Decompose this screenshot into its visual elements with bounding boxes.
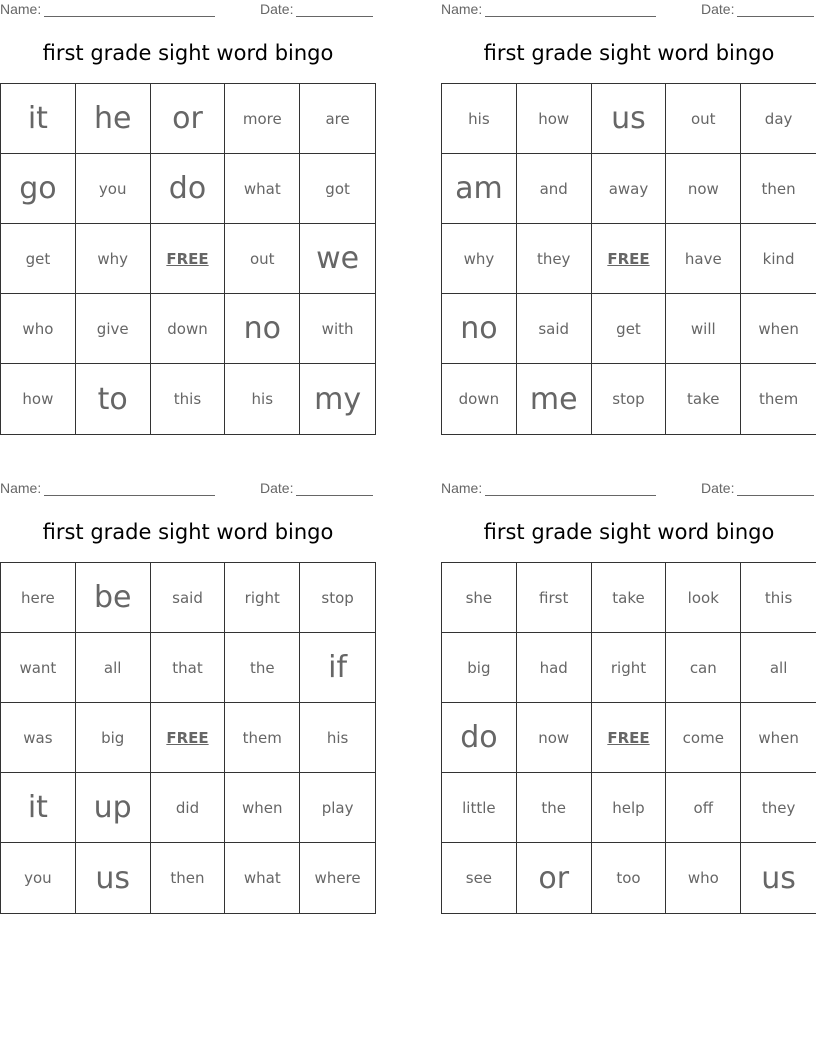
date-label: Date: — [260, 1, 294, 17]
free-space-cell: FREE — [592, 224, 667, 294]
bingo-card-4 — [441, 479, 816, 914]
date-field[interactable] — [260, 480, 373, 496]
bingo-cell: and — [517, 154, 592, 224]
bingo-cell: stop — [592, 364, 667, 434]
bingo-cell: me — [517, 364, 592, 434]
bingo-cell: take — [592, 563, 667, 633]
bingo-cell: now — [517, 703, 592, 773]
bingo-cell: see — [442, 843, 517, 913]
bingo-cell: big — [76, 703, 151, 773]
bingo-cell: no — [225, 294, 300, 364]
card-header — [441, 1, 816, 19]
bingo-cell: when — [741, 294, 816, 364]
bingo-cell: said — [517, 294, 592, 364]
bingo-grid — [441, 562, 816, 914]
bingo-cell: then — [741, 154, 816, 224]
bingo-cell: why — [76, 224, 151, 294]
bingo-cell: take — [666, 364, 741, 434]
card-title: first grade sight word bingo — [42, 41, 334, 65]
bingo-cell: kind — [741, 224, 816, 294]
free-space-cell: FREE — [151, 703, 226, 773]
bingo-cell: got — [300, 154, 375, 224]
bingo-cell: she — [442, 563, 517, 633]
bingo-cell: this — [741, 563, 816, 633]
bingo-cell: do — [442, 703, 517, 773]
bingo-cell: them — [758, 390, 799, 408]
free-space-cell: FREE — [151, 224, 226, 294]
bingo-cell: want — [1, 633, 76, 703]
free-space-cell: FREE — [592, 703, 667, 773]
bingo-cell: down — [442, 364, 517, 434]
bingo-cell: to — [76, 364, 151, 434]
bingo-cell: then — [151, 843, 226, 913]
bingo-cell: no — [442, 294, 517, 364]
bingo-cell: you — [1, 843, 76, 913]
bingo-cell: right — [592, 633, 667, 703]
name-field[interactable] — [441, 1, 656, 17]
bingo-cell: it — [1, 773, 76, 843]
bingo-cell: how — [1, 364, 76, 434]
bingo-cell: this — [151, 364, 226, 434]
name-label: Name: — [0, 480, 42, 496]
bingo-cell: go — [1, 154, 76, 224]
card-title: first grade sight word bingo — [483, 41, 775, 65]
bingo-cell: right — [225, 563, 300, 633]
bingo-cell: did — [151, 773, 226, 843]
bingo-cell: stop — [300, 563, 375, 633]
date-label: Date: — [701, 480, 735, 496]
bingo-cell: when — [225, 773, 300, 843]
bingo-cell: do — [151, 154, 226, 224]
card-title: first grade sight word bingo — [483, 520, 775, 544]
bingo-cell: out — [666, 84, 741, 154]
bingo-cell: first — [517, 563, 592, 633]
bingo-cell: up — [76, 773, 151, 843]
bingo-cell: how — [517, 84, 592, 154]
name-label: Name: — [441, 480, 483, 496]
date-field[interactable] — [701, 480, 814, 496]
date-line[interactable] — [737, 2, 814, 17]
bingo-cell: he — [76, 84, 151, 154]
name-label: Name: — [0, 1, 42, 17]
date-line[interactable] — [296, 2, 373, 17]
name-line[interactable] — [485, 481, 656, 496]
bingo-cell: too — [592, 843, 667, 913]
date-label: Date: — [701, 1, 735, 17]
bingo-cell: or — [151, 84, 226, 154]
bingo-grid — [0, 83, 376, 435]
bingo-grid — [0, 562, 376, 914]
date-line[interactable] — [737, 481, 814, 496]
bingo-cell: out — [225, 224, 300, 294]
bingo-grid — [441, 83, 816, 435]
bingo-cell: now — [666, 154, 741, 224]
bingo-card-2 — [441, 0, 816, 435]
card-header — [0, 1, 376, 19]
bingo-cell: they — [741, 773, 816, 843]
bingo-cell: you — [76, 154, 151, 224]
bingo-cell: give — [76, 294, 151, 364]
bingo-cell: or — [517, 843, 592, 913]
bingo-cell: with — [300, 294, 375, 364]
bingo-cell: who — [666, 843, 741, 913]
bingo-cell: said — [151, 563, 226, 633]
date-field[interactable] — [701, 1, 814, 17]
bingo-cell: play — [300, 773, 375, 843]
date-field[interactable] — [260, 1, 373, 17]
name-line[interactable] — [44, 2, 215, 17]
bingo-cell: why — [442, 224, 517, 294]
bingo-cell: here — [1, 563, 76, 633]
bingo-cell: come — [666, 703, 741, 773]
card-header — [0, 480, 376, 498]
name-field[interactable] — [441, 480, 656, 496]
bingo-cell: my — [314, 381, 362, 417]
date-label: Date: — [260, 480, 294, 496]
bingo-cell: his — [300, 703, 375, 773]
bingo-cell: his — [442, 84, 517, 154]
name-line[interactable] — [44, 481, 215, 496]
bingo-cell: away — [592, 154, 667, 224]
bingo-cell: that — [151, 633, 226, 703]
date-line[interactable] — [296, 481, 373, 496]
bingo-cell: what — [225, 154, 300, 224]
name-label: Name: — [441, 1, 483, 17]
bingo-cell: get — [592, 294, 667, 364]
bingo-cell: had — [517, 633, 592, 703]
bingo-cell: little — [442, 773, 517, 843]
bingo-cell: they — [517, 224, 592, 294]
bingo-cell: all — [741, 633, 816, 703]
bingo-cell: all — [76, 633, 151, 703]
bingo-cell: be — [76, 563, 151, 633]
bingo-cell: us — [592, 84, 667, 154]
bingo-cell: day — [741, 84, 816, 154]
card-header — [441, 480, 816, 498]
bingo-cell: have — [666, 224, 741, 294]
bingo-cell: us — [761, 860, 796, 896]
bingo-cell: more — [225, 84, 300, 154]
bingo-cell: us — [76, 843, 151, 913]
bingo-cell: them — [225, 703, 300, 773]
bingo-cell: if — [300, 633, 375, 703]
bingo-cell: when — [741, 703, 816, 773]
bingo-cell: it — [1, 84, 76, 154]
bingo-cell: get — [1, 224, 76, 294]
bingo-cell: help — [592, 773, 667, 843]
bingo-cell: will — [666, 294, 741, 364]
name-line[interactable] — [485, 2, 656, 17]
bingo-cell: am — [442, 154, 517, 224]
bingo-cell: where — [314, 869, 361, 887]
bingo-cell: down — [151, 294, 226, 364]
bingo-cell: off — [666, 773, 741, 843]
bingo-cell: look — [666, 563, 741, 633]
bingo-cell: we — [300, 224, 375, 294]
bingo-cell: his — [225, 364, 300, 434]
bingo-cell: can — [666, 633, 741, 703]
bingo-cell: what — [225, 843, 300, 913]
name-field[interactable] — [0, 1, 215, 17]
bingo-cell: are — [300, 84, 375, 154]
bingo-cell: big — [442, 633, 517, 703]
bingo-card-1 — [0, 0, 376, 435]
card-title: first grade sight word bingo — [42, 520, 334, 544]
bingo-cell: was — [1, 703, 76, 773]
name-field[interactable] — [0, 480, 215, 496]
bingo-card-3 — [0, 479, 376, 914]
bingo-cell: who — [1, 294, 76, 364]
bingo-cell: the — [517, 773, 592, 843]
bingo-cell: the — [225, 633, 300, 703]
